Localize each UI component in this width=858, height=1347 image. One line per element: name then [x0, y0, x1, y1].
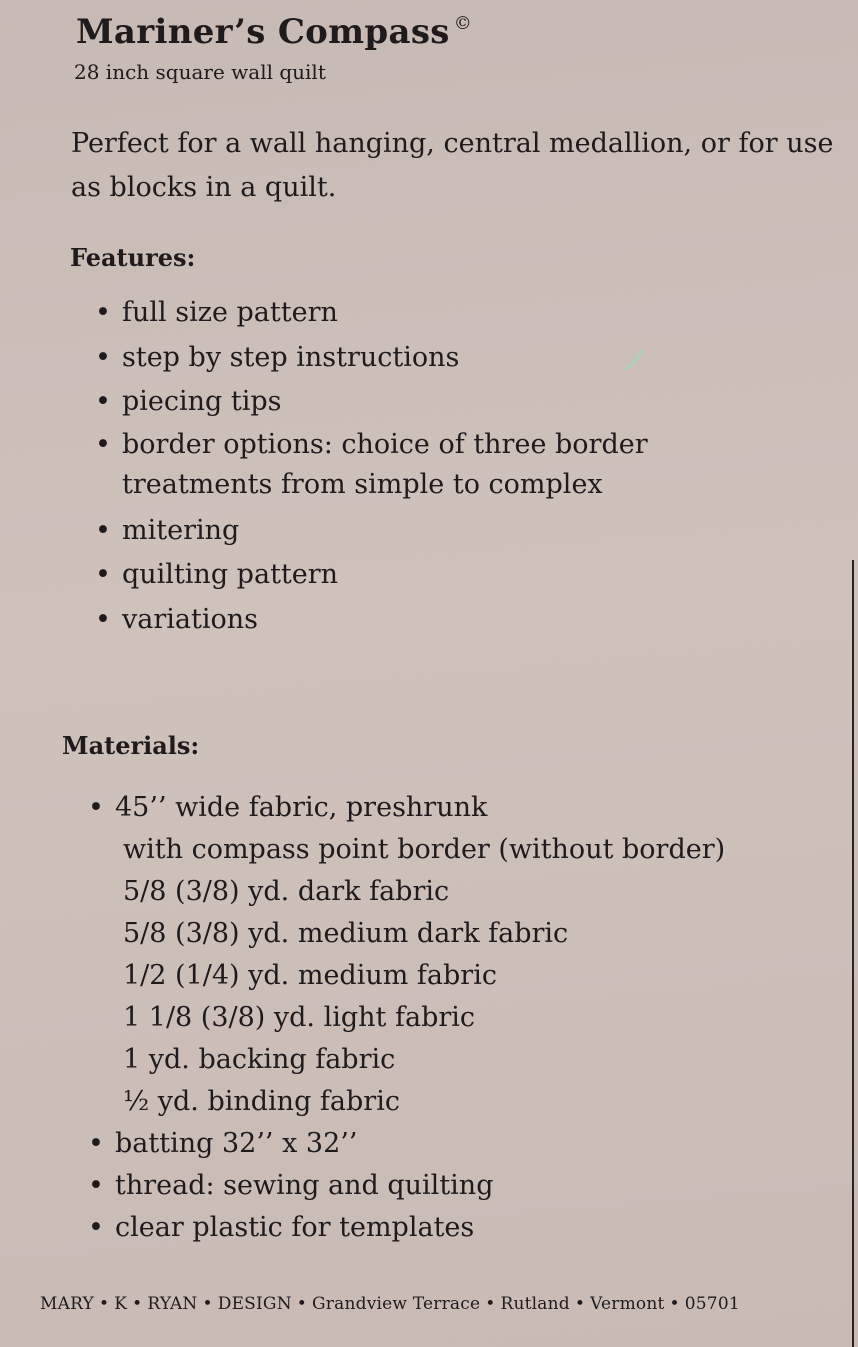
material-text: 45’’ wide fabric, preshrunk — [115, 792, 488, 823]
footer-separator: • — [485, 1294, 496, 1314]
feature-text-continued: treatments from simple to complex — [122, 468, 603, 500]
bullet: • — [88, 792, 104, 823]
bullet: • — [88, 1170, 104, 1201]
list-item — [95, 380, 648, 425]
bullet: • — [95, 559, 111, 590]
feature-text: full size pattern — [122, 297, 338, 328]
footer-part: Grandview Terrace — [312, 1294, 481, 1314]
footer-separator: • — [98, 1294, 110, 1314]
footer-part: Vermont — [590, 1294, 665, 1314]
fabric-line: 1 1/8 (3/8) yd. light fabric — [123, 1002, 476, 1033]
bullet: • — [95, 428, 111, 460]
stray-mark-icon — [622, 348, 646, 372]
fabric-line: with compass point border (without border) — [123, 834, 726, 865]
bullet: • — [95, 603, 111, 635]
materials-heading: Materials: — [62, 731, 200, 760]
footer-separator: • — [132, 1294, 143, 1314]
list-item — [95, 598, 648, 643]
list-item — [88, 787, 725, 1123]
intro-paragraph: Perfect for a wall hanging, central medallion, or for use as blocks in a quilt. — [71, 128, 834, 203]
material-text: batting 32’’ x 32’’ — [115, 1128, 358, 1159]
list-item — [95, 509, 648, 554]
feature-text: piecing tips — [122, 386, 282, 417]
footer-separator: • — [669, 1294, 680, 1314]
materials-list — [88, 787, 725, 1249]
bullet: • — [95, 341, 111, 373]
fabric-line: 1/2 (1/4) yd. medium fabric — [123, 960, 497, 991]
footer-separator: • — [296, 1294, 308, 1314]
footer-part: DESIGN — [217, 1294, 292, 1314]
feature-text: mitering — [122, 514, 240, 546]
footer-part: K — [114, 1294, 128, 1314]
list-item — [88, 1165, 725, 1207]
features-list — [95, 291, 648, 642]
bullet: • — [95, 514, 111, 546]
fabric-line: ½ yd. binding fabric — [123, 1086, 400, 1117]
bullet: • — [95, 297, 111, 328]
material-text: thread: sewing and quilting — [115, 1170, 494, 1201]
list-item — [88, 1123, 725, 1165]
bullet: • — [95, 386, 111, 417]
list-item — [95, 425, 648, 509]
footer-part: MARY — [40, 1294, 94, 1314]
bullet: • — [88, 1128, 104, 1159]
fabric-line: 5/8 (3/8) yd. dark fabric — [123, 876, 450, 907]
page-edge-divider — [852, 560, 854, 1347]
page-subtitle: 28 inch square wall quilt — [74, 60, 326, 84]
fabric-line: 1 yd. backing fabric — [123, 1044, 396, 1075]
footer-separator: • — [574, 1294, 586, 1314]
page-title — [76, 12, 472, 52]
material-text: clear plastic for templates — [115, 1212, 475, 1243]
publisher-footer — [40, 1294, 740, 1314]
footer-part: RYAN — [147, 1294, 198, 1314]
feature-text: variations — [122, 603, 258, 635]
title-text: Mariner’s Compass — [76, 12, 450, 52]
features-heading: Features: — [70, 243, 196, 272]
bullet: • — [88, 1212, 104, 1243]
list-item — [95, 336, 648, 381]
feature-text: step by step instructions — [122, 341, 460, 373]
feature-text: border options: choice of three border — [122, 428, 648, 460]
footer-separator: • — [202, 1294, 213, 1314]
list-item — [88, 1207, 725, 1249]
footer-part: 05701 — [684, 1294, 740, 1314]
feature-text: quilting pattern — [122, 559, 339, 590]
fabric-line: 5/8 (3/8) yd. medium dark fabric — [123, 918, 569, 949]
list-item — [95, 553, 648, 598]
footer-part: Rutland — [500, 1294, 570, 1314]
copyright-symbol: © — [453, 13, 473, 34]
list-item — [95, 291, 648, 336]
